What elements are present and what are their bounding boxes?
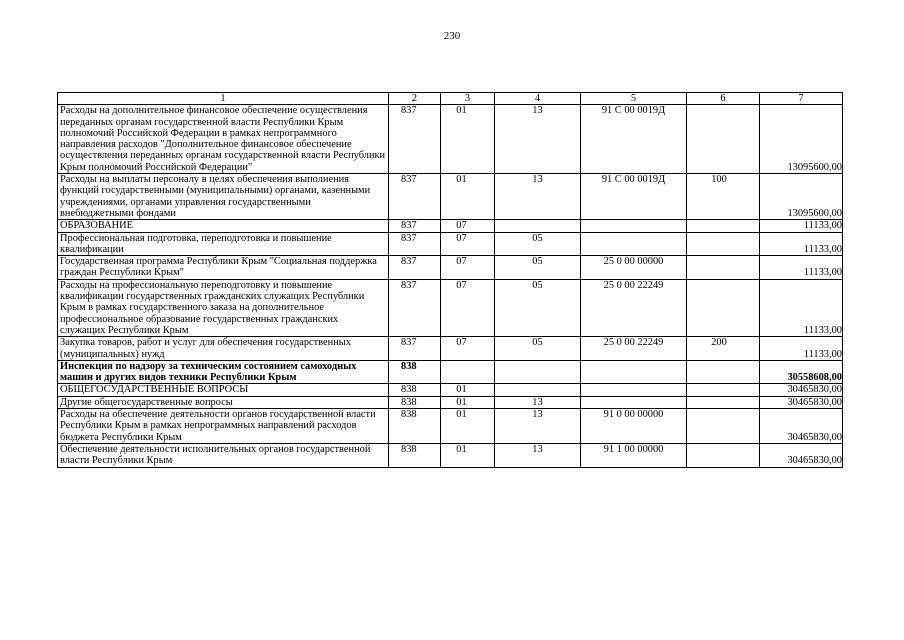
- expense-type-cell: [687, 409, 760, 444]
- admin-code-cell: 837: [389, 174, 441, 220]
- admin-code-cell: 838: [389, 396, 441, 408]
- expense-type-cell: [687, 279, 760, 336]
- row-name-cell: Инспекция по надзору за техническим состоянием самоходных машин и других видов техники Республики Крым: [58, 360, 389, 384]
- target-article-cell: 25 0 00 22249: [581, 279, 687, 336]
- row-name-cell: Расходы на обеспечение деятельности органов государственной власти Республики Крым в рамках непрограммных направлений расходов бюджета Республики Крым: [58, 409, 389, 444]
- target-article-cell: [581, 232, 687, 256]
- expense-type-cell: [687, 396, 760, 408]
- admin-code-cell: 837: [389, 105, 441, 174]
- section-cell: 01: [441, 105, 495, 174]
- section-cell: 01: [441, 443, 495, 467]
- admin-code-cell: 837: [389, 279, 441, 336]
- section-cell: 07: [441, 220, 495, 232]
- table-row: [58, 232, 843, 256]
- column-header-6: 6: [687, 93, 760, 105]
- amount-cell: 30465830,00: [760, 409, 843, 444]
- admin-code-cell: 838: [389, 409, 441, 444]
- admin-code-cell: 838: [389, 443, 441, 467]
- row-name-cell: Расходы на профессиональную переподготовку и повышение квалификации государственных гражданских служащих Республики Крым в рамках государственного заказа на дополнительное профессиональное образование государственных гражданских служащих Республики Крым: [58, 279, 389, 336]
- amount-cell: 13095600,00: [760, 105, 843, 174]
- table-row: [58, 174, 843, 220]
- expense-type-cell: [687, 360, 760, 384]
- row-name-cell: Государственная программа Республики Крым "Социальная поддержка граждан Республики Крым": [58, 256, 389, 280]
- row-name-cell: Расходы на выплаты персоналу в целях обеспечения выполнения функций государственными (муниципальными) органами, казенными учреждениями, органами управления государственными внебюджетными фондами: [58, 174, 389, 220]
- admin-code-cell: 837: [389, 337, 441, 361]
- amount-cell: 30465830,00: [760, 384, 843, 396]
- amount-cell: 11133,00: [760, 337, 843, 361]
- amount-cell: 30558608,00: [760, 360, 843, 384]
- subsection-cell: 05: [495, 279, 581, 336]
- table-row: [58, 384, 843, 396]
- table-row: [58, 360, 843, 384]
- row-name-cell: ОБЩЕГОСУДАРСТВЕННЫЕ ВОПРОСЫ: [58, 384, 389, 396]
- admin-code-cell: 838: [389, 360, 441, 384]
- table-row: [58, 220, 843, 232]
- amount-cell: 11133,00: [760, 232, 843, 256]
- table-row: [58, 256, 843, 280]
- row-name-cell: Профессиональная подготовка, переподготовка и повышение квалификации: [58, 232, 389, 256]
- table-row: [58, 337, 843, 361]
- amount-cell: 30465830,00: [760, 396, 843, 408]
- target-article-cell: 25 0 00 00000: [581, 256, 687, 280]
- section-cell: [441, 360, 495, 384]
- target-article-cell: [581, 396, 687, 408]
- section-cell: 07: [441, 279, 495, 336]
- section-cell: 07: [441, 337, 495, 361]
- section-cell: 01: [441, 396, 495, 408]
- target-article-cell: 91 С 00 0019Д: [581, 105, 687, 174]
- admin-code-cell: 837: [389, 232, 441, 256]
- amount-cell: 11133,00: [760, 256, 843, 280]
- budget-table: [57, 92, 843, 468]
- section-cell: 01: [441, 174, 495, 220]
- column-header-7: 7: [760, 93, 843, 105]
- subsection-cell: 05: [495, 337, 581, 361]
- target-article-cell: [581, 360, 687, 384]
- expense-type-cell: 100: [687, 174, 760, 220]
- expense-type-cell: [687, 232, 760, 256]
- target-article-cell: 25 0 00 22249: [581, 337, 687, 361]
- admin-code-cell: 838: [389, 384, 441, 396]
- column-header-5: 5: [581, 93, 687, 105]
- amount-cell: 30465830,00: [760, 443, 843, 467]
- table-row: [58, 409, 843, 444]
- subsection-cell: [495, 360, 581, 384]
- column-header-2: 2: [389, 93, 441, 105]
- expense-type-cell: [687, 384, 760, 396]
- expense-type-cell: [687, 220, 760, 232]
- subsection-cell: [495, 384, 581, 396]
- expense-type-cell: [687, 256, 760, 280]
- table-row: [58, 443, 843, 467]
- table-row: [58, 396, 843, 408]
- amount-cell: 11133,00: [760, 220, 843, 232]
- column-header-1: 1: [58, 93, 389, 105]
- column-header-4: 4: [495, 93, 581, 105]
- table-row: [58, 279, 843, 336]
- column-header-3: 3: [441, 93, 495, 105]
- subsection-cell: 05: [495, 232, 581, 256]
- expense-type-cell: [687, 443, 760, 467]
- section-cell: 01: [441, 384, 495, 396]
- target-article-cell: 91 0 00 00000: [581, 409, 687, 444]
- subsection-cell: [495, 220, 581, 232]
- target-article-cell: 91 С 00 0019Д: [581, 174, 687, 220]
- subsection-cell: 13: [495, 105, 581, 174]
- expense-type-cell: [687, 105, 760, 174]
- row-name-cell: ОБРАЗОВАНИЕ: [58, 220, 389, 232]
- table-row: [58, 105, 843, 174]
- row-name-cell: Закупка товаров, работ и услуг для обеспечения государственных (муниципальных) нужд: [58, 337, 389, 361]
- amount-cell: 13095600,00: [760, 174, 843, 220]
- section-cell: 01: [441, 409, 495, 444]
- row-name-cell: Другие общегосударственные вопросы: [58, 396, 389, 408]
- admin-code-cell: 837: [389, 220, 441, 232]
- row-name-cell: Расходы на дополнительное финансовое обеспечение осуществления переданных органам государственной власти Республики Крым полномочий Российской Федерации в рамках непрограммного направления расходов "Дополнительное финансовое обеспечение осуществления переданных органам государственной власти Республики Крым полномочий Российской Федерации": [58, 105, 389, 174]
- target-article-cell: [581, 384, 687, 396]
- section-cell: 07: [441, 232, 495, 256]
- subsection-cell: 13: [495, 409, 581, 444]
- amount-cell: 11133,00: [760, 279, 843, 336]
- expense-type-cell: 200: [687, 337, 760, 361]
- page-number: 230: [443, 30, 461, 42]
- row-name-cell: Обеспечение деятельности исполнительных органов государственной власти Республики Крым: [58, 443, 389, 467]
- subsection-cell: 05: [495, 256, 581, 280]
- subsection-cell: 13: [495, 174, 581, 220]
- section-cell: 07: [441, 256, 495, 280]
- admin-code-cell: 837: [389, 256, 441, 280]
- target-article-cell: 91 1 00 00000: [581, 443, 687, 467]
- subsection-cell: 13: [495, 443, 581, 467]
- table-header-row: [58, 93, 843, 105]
- subsection-cell: 13: [495, 396, 581, 408]
- target-article-cell: [581, 220, 687, 232]
